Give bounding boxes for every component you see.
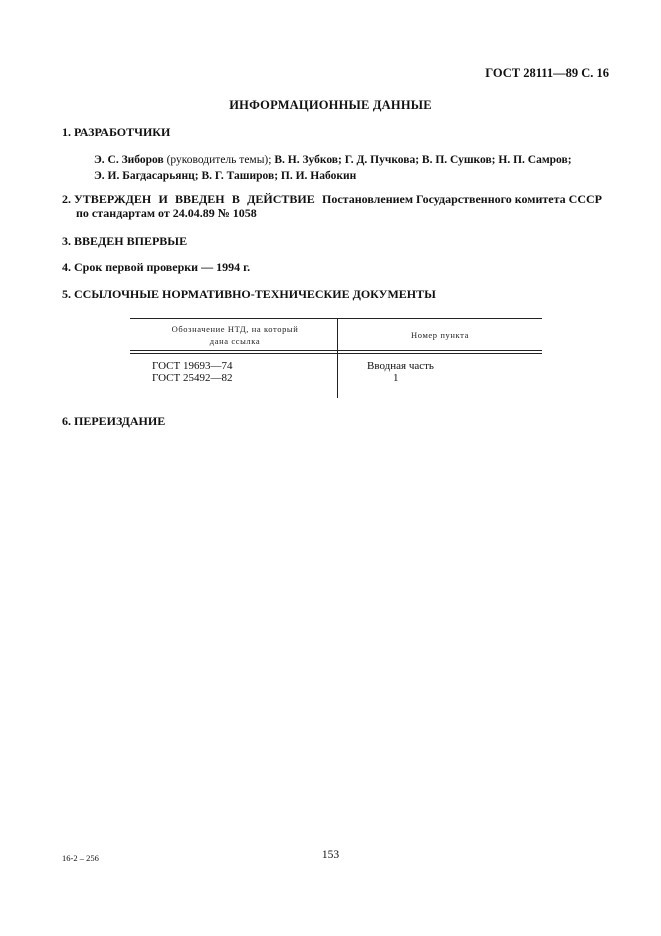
- section-6-heading: 6. ПЕРЕИЗДАНИЕ: [62, 414, 166, 428]
- lead-developer-role: (руководитель темы);: [166, 154, 272, 166]
- table-row-1-item: Вводная часть: [367, 360, 434, 372]
- table-row-2-doc: ГОСТ 25492—82: [152, 372, 233, 384]
- table-header-rule-1: [130, 350, 542, 351]
- page-number: 153: [321, 849, 340, 861]
- table-row-1-doc: ГОСТ 19693—74: [152, 360, 233, 372]
- approval-word-2: И: [158, 192, 168, 206]
- table-header-doc-line-1: Обозначение НТД, на который: [171, 324, 299, 334]
- approval-word-4: В: [231, 192, 240, 206]
- section-5-heading: 5. ССЫЛОЧНЫЕ НОРМАТИВНО-ТЕХНИЧЕСКИЕ ДОКУМЕНТЫ: [62, 287, 436, 301]
- developers-rest: В. Н. Зубков; Г. Д. Пучкова; В. П. Сушков; Н. П. Самров;: [274, 154, 572, 166]
- approval-word-5: ДЕЙСТВИЕ: [247, 192, 315, 206]
- document-reference: ГОСТ 28111—89 С. 16: [485, 66, 609, 80]
- table-top-rule: [130, 318, 542, 319]
- approval-word-1: 2. УТВЕРЖДЕН: [62, 192, 152, 206]
- lead-developer: Э. С. Зиборов: [94, 154, 164, 166]
- section-2-approval: [62, 192, 602, 220]
- footer-code: 16-2 – 256: [62, 853, 99, 863]
- approval-decree: Постановлением Государственного комитета СССР: [322, 192, 602, 206]
- approval-word-3: ВВЕДЕН: [175, 192, 225, 206]
- approval-line-2: по стандартам от 24.04.89 № 1058: [76, 206, 257, 220]
- table-header-item: Номер пункта: [411, 330, 469, 340]
- table-header-doc-line-2: дана ссылка: [209, 336, 261, 346]
- approval-line-1: [62, 192, 602, 206]
- table-column-divider: [337, 318, 338, 398]
- section-3-heading: 3. ВВЕДЕН ВПЕРВЫЕ: [62, 234, 188, 248]
- developers-line-2: Э. И. Багдасарьянц; В. Г. Таширов; П. И. Набокин: [94, 170, 357, 182]
- page-title: ИНФОРМАЦИОННЫЕ ДАННЫЕ: [229, 98, 432, 112]
- table-header-rule-2: [130, 353, 542, 354]
- section-1-heading: 1. РАЗРАБОТЧИКИ: [62, 125, 171, 139]
- table-header-doc: [140, 323, 330, 347]
- section-4-text: 4. Срок первой проверки — 1994 г.: [62, 260, 251, 274]
- table-row-2-item: 1: [393, 372, 399, 384]
- developers-line-1: [94, 152, 614, 168]
- developers-list: [94, 152, 614, 184]
